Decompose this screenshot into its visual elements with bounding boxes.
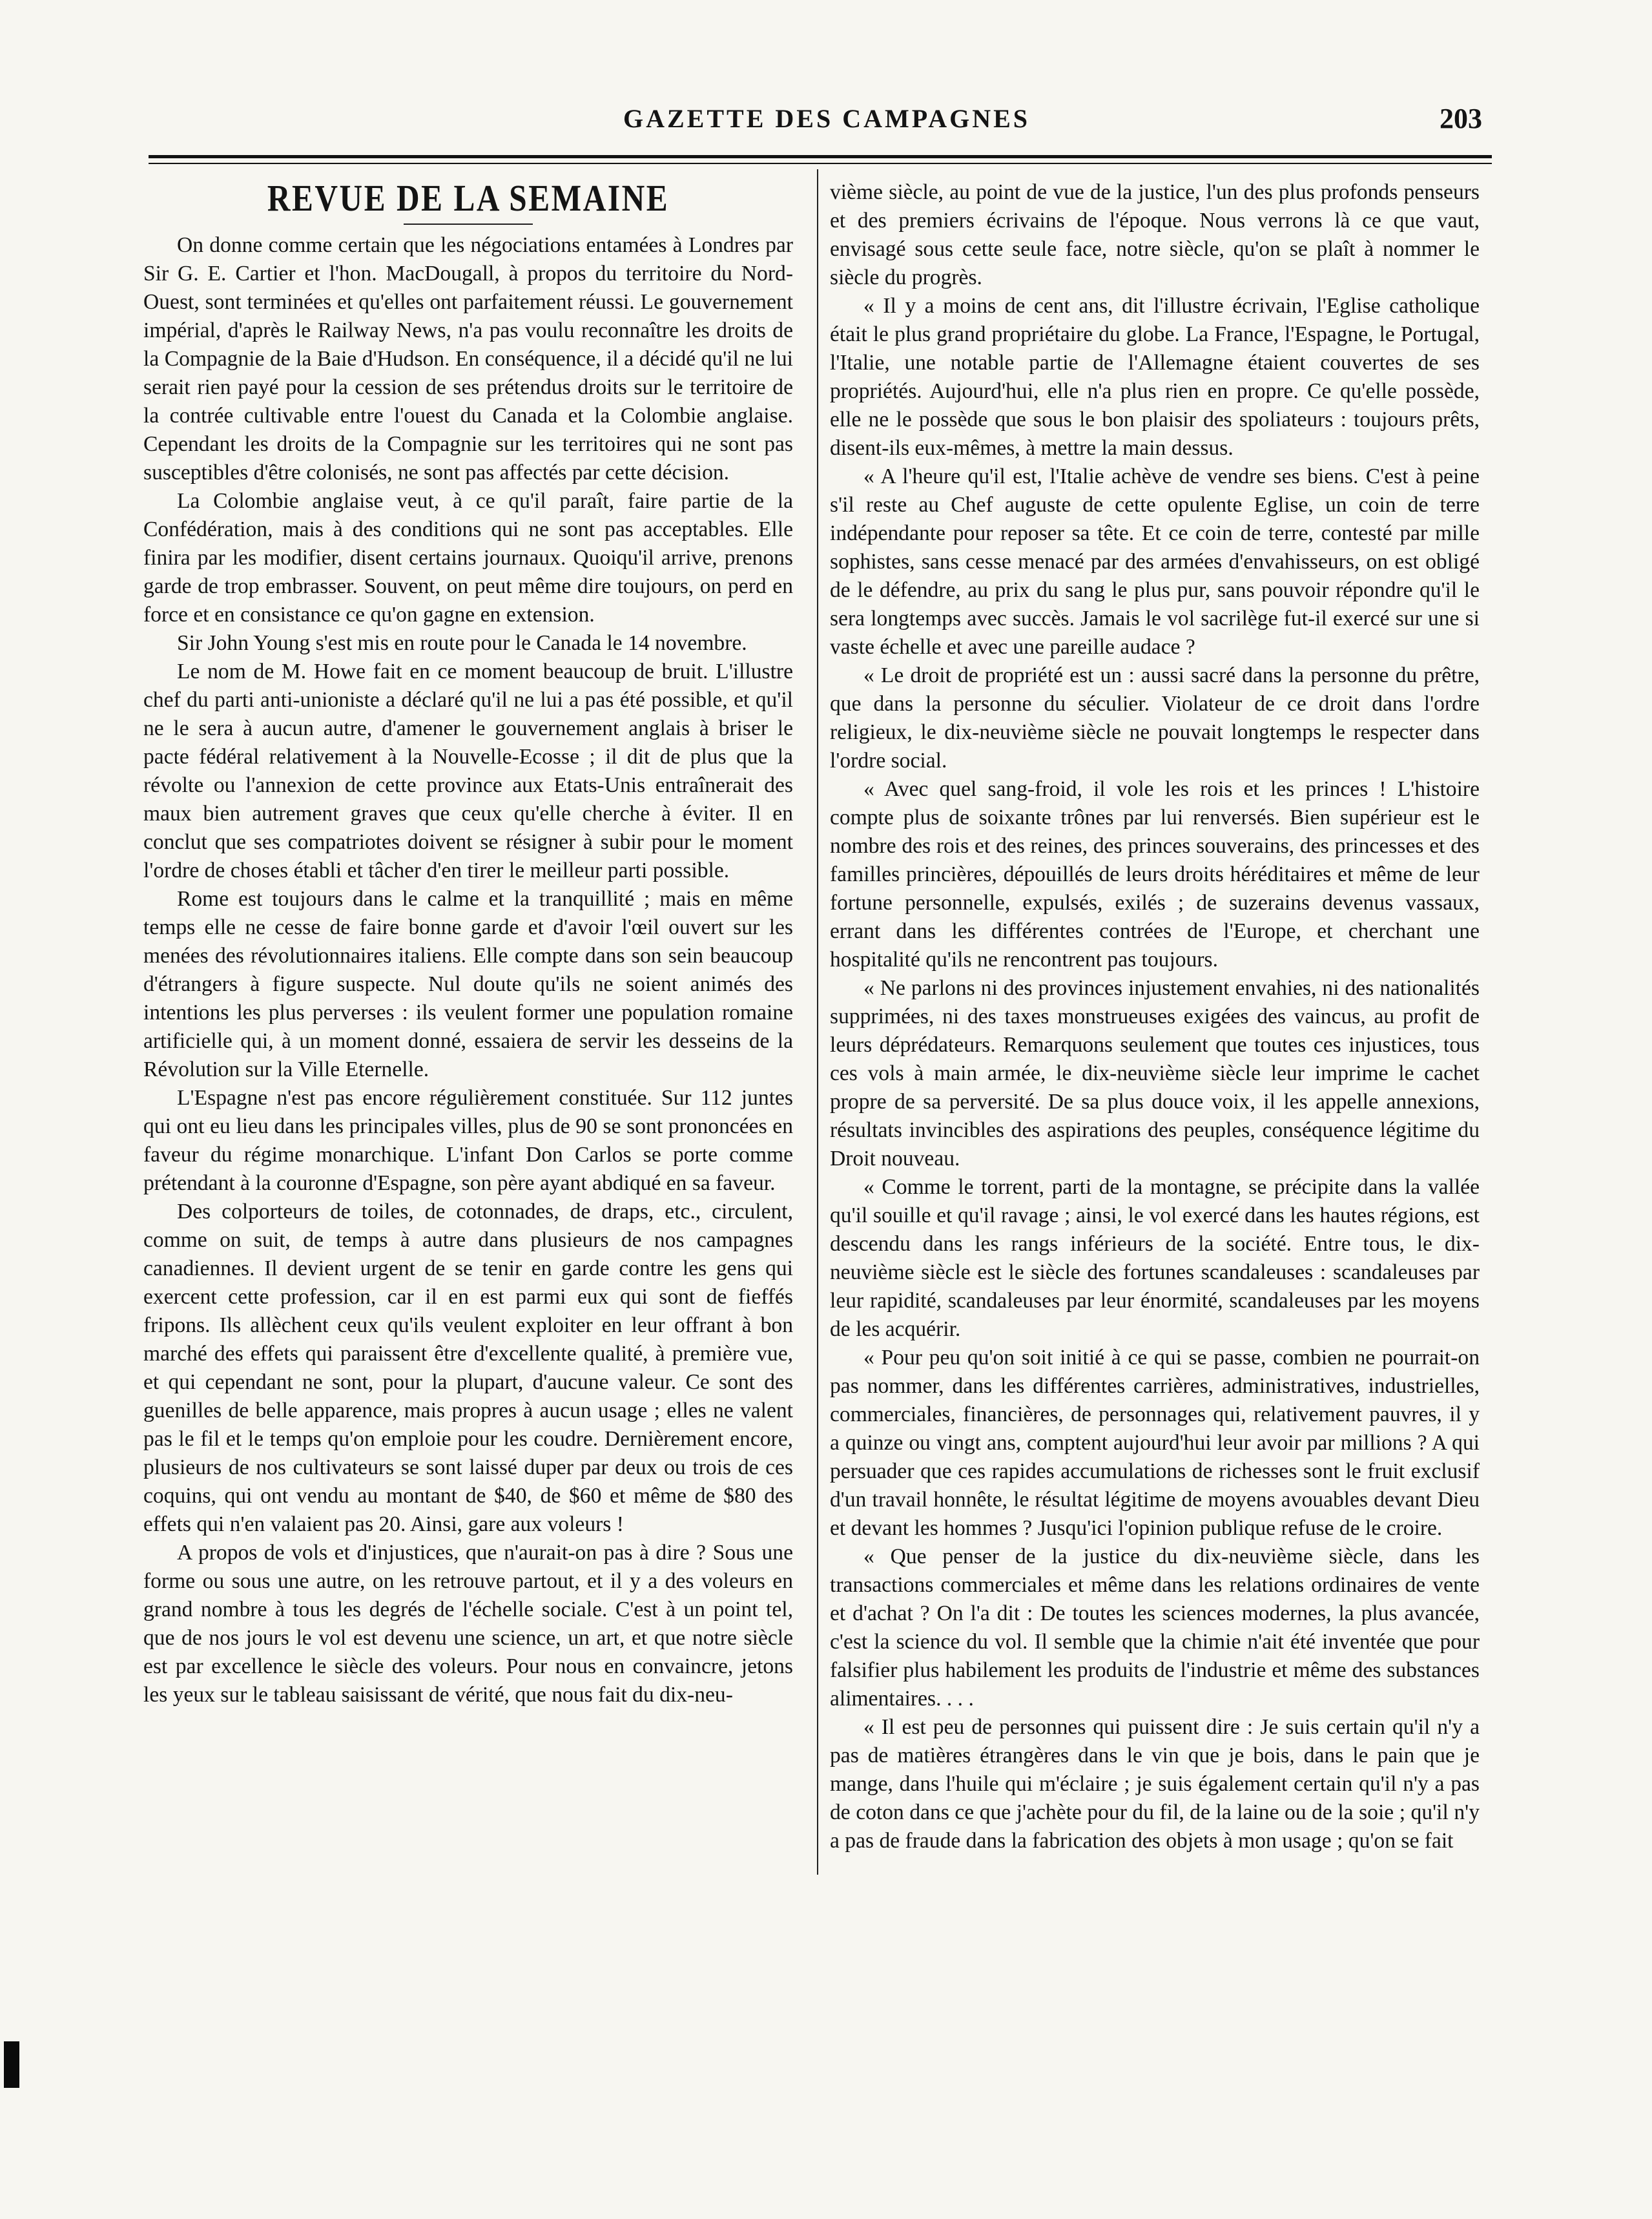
paragraph: « Ne parlons ni des provinces injustement envahies, ni des nationalités supprimées, ni des taxes monstrueuses exigées des vaincus, au profit de leurs déprédateurs. Remarquons seulement que toutes ces injustices, tous ces vols à main armée, le dix-neuvième siècle leur imprime le cachet propre de sa perversité. De sa plus douce voix, il les appelle annexions, résultats invincibles des aspirations des peuples, conséquence légitime du Droit nouveau. bbox=[830, 976, 1480, 1171]
paragraph: « A l'heure qu'il est, l'Italie achève de vendre ses biens. C'est à peine s'il reste au Chef auguste de cette opulente Eglise, un coin de terre indépendante pour reposer sa tête. Et ce coin de terre, contesté par mille sophistes, sans cesse menacé par des armées d'envahisseurs, on est obligé de le défendre, au prix du sang le plus pur, sans pouvoir répondre qu'il le sera longtemps avec succès. Jamais le vol sacrilège fut-il exercé sur une si vaste échelle et avec une pareille audace ? bbox=[830, 464, 1480, 659]
paragraph: Des colporteurs de toiles, de cotonnades, de draps, etc., circulent, comme on suit, de temps à autre dans plusieurs de nos campagnes canadiennes. Il devient urgent de se tenir en garde contre les gens qui exercent cette profession, car il en est parmi eux qui sont de fieffés fripons. Ils allèchent ceux qu'ils veulent exploiter en leur offrant à bon marché des effets qui paraissent être d'excellente qualité, à première vue, et qui cependant ne sont, pour la plupart, d'aucune valeur. Ce sont des guenilles de belle apparence, mais propres à aucun usage ; elles ne valent pas le fil et le temps qu'on emploie pour les coudre. Dernièrement encore, plusieurs de nos cultivateurs se sont laissé duper par deux ou trois de ces coquins, qui ont vendu au montant de $40, de $60 et même de $80 des effets qui n'en valaient pas 20. Ainsi, gare aux voleurs ! bbox=[143, 1200, 793, 1536]
paragraph: « Avec quel sang-froid, il vole les rois et les princes ! L'histoire compte plus de soixante trônes par lui renversés. Bien supérieur est le nombre des rois et des reines, des princes souverains, des princesses et des familles princières, dépouillés de leurs droits héréditaires et même de leur fortune personnelle, expulsés, exilés ; de suzerains devenus vassaux, errant dans les différentes contrées de l'Europe, et cherchant une hospitalité qu'ils ne rencontrent pas toujours. bbox=[830, 777, 1480, 972]
paragraph: « Que penser de la justice du dix-neuvième siècle, dans les transactions commerciales et même dans les relations ordinaires de vente et d'achat ? On l'a dit : De toutes les sciences modernes, la plus avancée, c'est la science du vol. Il semble que la chimie n'ait été inventée que pour falsifier plus habilement les produits de l'industrie et même des substances alimentaires. . . . bbox=[830, 1545, 1480, 1711]
paragraph: « Il y a moins de cent ans, dit l'illustre écrivain, l'Eglise catholique était le plus grand propriétaire du globe. La France, l'Espagne, le Portugal, l'Italie, une notable partie de l'Allemagne étaient couvertes de ses propriétés. Aujourd'hui, elle n'a plus rien en propre. Ce qu'elle possède, elle ne le possède que sous le bon plaisir des spoliateurs : toujours prêts, disent-ils eux-mêmes, à mettre la main dessus. bbox=[830, 294, 1480, 460]
page-number: 203 bbox=[1440, 103, 1482, 134]
right-column bbox=[830, 178, 1480, 1855]
running-title: GAZETTE DES CAMPAGNES bbox=[623, 104, 1031, 133]
paragraph: « Pour peu qu'on soit initié à ce qui se passe, combien ne pourrait-on pas nommer, dans les différentes carrières, administratives, industrielles, commerciales, financières, de personnages qui, relativement pauvres, il y a quinze ou vingt ans, comptent aujourd'hui leur avoir par millions ? A qui persuader que ces rapides accumulations de richesses sont le fruit exclusif d'un travail honnête, le résultat légitime de moyens avouables devant Dieu et devant les hommes ? Jusqu'ici l'opinion publique refuse de le croire. bbox=[830, 1346, 1480, 1540]
column-divider bbox=[817, 169, 818, 1875]
paragraph: vième siècle, au point de vue de la justice, l'un des plus profonds penseurs et des premiers écrivains de l'époque. Nous verrons là ce que vaut, envisagé sous cette seule face, notre siècle, qu'on se plaît à nommer le siècle du progrès. bbox=[830, 180, 1480, 289]
paragraph: L'Espagne n'est pas encore régulièrement constituée. Sur 112 juntes qui ont eu lieu dans les principales villes, plus de 90 se sont prononcées en faveur du régime monarchique. L'infant Don Carlos se porte comme prétendant à la couronne d'Espagne, son père ayant abdiqué en sa faveur. bbox=[143, 1086, 793, 1195]
paragraph: Le nom de M. Howe fait en ce moment beaucoup de bruit. L'illustre chef du parti anti-unioniste a déclaré qu'il ne lui a pas été possible, et qu'il ne le sera à aucun autre, d'amener le gouvernement anglais à briser le pacte fédéral relativement à la Nouvelle-Ecosse ; il dit de plus que la révolte ou l'annexion de cette province aux Etats-Unis entraînerait des maux bien autrement graves que ceux qu'elle cherche à éviter. Il en conclut que ses compatriotes doivent se résigner à subir pour le moment l'ordre de choses établi et tâcher d'en tirer le meilleur parti possible. bbox=[143, 660, 793, 882]
paragraph: Sir John Young s'est mis en route pour le Canada le 14 novembre. bbox=[177, 631, 747, 655]
left-column bbox=[143, 178, 793, 1709]
margin-ink-mark bbox=[4, 2041, 19, 2088]
paragraph: « Il est peu de personnes qui puissent dire : Je suis certain qu'il n'y a pas de matières étrangères dans le vin que je bois, dans le pain que je mange, dans l'huile qui m'éclaire ; je suis également certain qu'il n'y a pas de coton dans ce que j'achète pour du fil, de la laine ou de la soie ; qu'il n'y a pas de fraude dans la fabrication des objets à mon usage ; qu'on se fait bbox=[830, 1715, 1480, 1853]
header-rule-thick bbox=[149, 155, 1492, 158]
paragraph: A propos de vols et d'injustices, que n'aurait-on pas à dire ? Sous une forme ou sous une autre, on les retrouve partout, et il y a des voleurs en grand nombre à tous les degrés de l'échelle sociale. C'est à un point tel, que de nos jours le vol est devenu une science, un art, et que notre siècle est par excellence le siècle des voleurs. Pour nous en convaincre, jetons les yeux sur le tableau saisissant de vérité, que nous fait du dix-neu- bbox=[143, 1541, 793, 1707]
paragraph: La Colombie anglaise veut, à ce qu'il paraît, faire partie de la Confédération, mais à des conditions qui ne sont pas acceptables. Elle finira par les modifier, disent certains journaux. Quoiqu'il arrive, prenons garde de trop embrasser. Souvent, on peut même dire toujours, on perd en force et en consistance ce qu'on gagne en extension. bbox=[143, 489, 793, 627]
title-rule bbox=[404, 224, 533, 225]
page-header bbox=[161, 97, 1498, 142]
paragraph: « Le droit de propriété est un : aussi sacré dans la personne du prêtre, que dans la personne du séculier. Violateur de ce droit dans l'ordre religieux, le dix-neuvième siècle ne pouvait longtemps le respecter dans l'ordre social. bbox=[830, 663, 1480, 773]
paragraph: On donne comme certain que les négociations entamées à Londres par Sir G. E. Cartier et l'hon. MacDougall, à propos du territoire du Nord-Ouest, sont terminées et qu'elles ont parfaitement réussi. Le gouvernement impérial, d'après le Railway News, n'a pas voulu reconnaître les droits de la Compagnie de la Baie d'Hudson. En conséquence, il a décidé qu'il ne lui serait rien payé pour la cession de ses prétendus droits sur le territoire de la contrée cultivable entre l'ouest du Canada et la Colombie anglaise. Cependant les droits de la Compagnie sur les territoires qui ne sont pas susceptibles d'être colonisés, ne sont pas affectés par cette décision. bbox=[143, 233, 793, 484]
paragraph: « Comme le torrent, parti de la montagne, se précipite dans la vallée qu'il souille et qu'il ravage ; ainsi, le vol exercé dans les hautes régions, est descendu dans les rangs inférieurs de la société. Entre tous, le dix-neuvième siècle est le siècle des fortunes scandaleuses : scandaleuses par leur rapidité, scandaleuses par leur énormité, scandaleuses par les moyens de les acquérir. bbox=[830, 1175, 1480, 1341]
header-rule-thin bbox=[149, 163, 1492, 164]
section-title: REVUE DE LA SEMAINE bbox=[267, 177, 670, 219]
paragraph: Rome est toujours dans le calme et la tranquillité ; mais en même temps elle ne cesse de faire bonne garde et d'avoir l'œil ouvert sur les menées des révolutionnaires italiens. Elle compte dans son sein beaucoup d'étrangers à figure suspecte. Nul doute qu'ils ne soient animés des intentions les plus perverses : ils veulent former une population romaine artificielle qui, à un moment donné, essaiera de servir les desseins de la Révolution sur la Ville Eternelle. bbox=[143, 887, 793, 1081]
